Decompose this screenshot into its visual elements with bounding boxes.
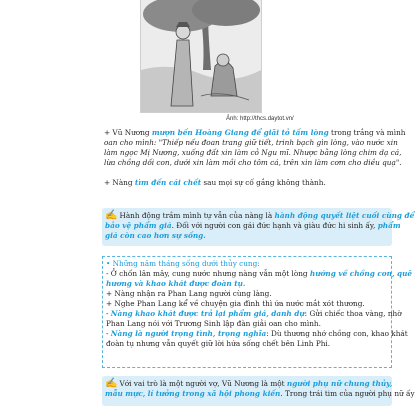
note-box-dignity xyxy=(102,208,415,246)
quill-icon: ✍ xyxy=(105,210,118,221)
paragraph-line: + Nàng tìm đến cái chết sau mọi sự cố gắng không thành. xyxy=(104,178,326,187)
section-underwater-palace xyxy=(102,256,413,368)
section-line: + Nàng nhận ra Phan Lang người cùng làng. xyxy=(106,289,272,298)
section-line: - Ở chốn lân mây, cung nước nhưng nàng vẫn một lòng hướng về chồng con, quê xyxy=(106,269,413,278)
image-caption: Ảnh: http://thcs.daytot.vn/ xyxy=(226,116,294,122)
section-heading: • Những năm tháng sống dưới thủy cung: xyxy=(106,259,260,268)
illustration xyxy=(140,0,262,113)
section-line: + Nghe Phan Lang kể về chuyện gia đình thì ứa nước mắt xót thương. xyxy=(106,299,365,308)
section-line: Phan Lang nói với Trương Sinh lập đàn giải oan cho mình. xyxy=(106,319,321,328)
section-line: hương và khao khát được đoàn tụ. xyxy=(106,279,246,288)
note-line: giá còn cao hơn sự sống. xyxy=(105,231,206,240)
quote-line: lừa chồng dối con, dưới xin làm mồi cho tôm cá, trên xin làm cơm cho diều quạ". xyxy=(104,158,402,167)
note-line: mẫu mực, lí tưởng trong xã hội phong kiến. Trong trái tim của người phụ nữ ấy xyxy=(105,389,415,398)
paragraph-line: + Vũ Nương mượn bến Hoàng Giang để giãi tỏ tấm lòng trong trắng và mình xyxy=(104,128,406,137)
paragraph-vu-nuong xyxy=(104,128,406,168)
quote-line: làm ngọc Mị Nương, xuống đất xin làm cỏ Ngu mĩ. Nhược bằng lòng chim dạ cá, xyxy=(104,148,402,157)
section-line: đoàn tụ nhưng vẫn quyết giữ lời hứa sống chết bên Linh Phi. xyxy=(106,339,331,348)
note-line: ✍ Hành động trầm mình tự vẫn của nàng là hành động quyết liệt cuối cùng để xyxy=(105,210,415,221)
section-line: - Nàng là người trọng tình, trọng nghĩa: Dù thương nhớ chồng con, khao khát xyxy=(106,329,408,338)
illustration-drawing xyxy=(141,0,261,112)
note-box-wife-role xyxy=(102,376,415,406)
note-line: bảo vệ phẩm giá. Đối với người con gái đức hạnh và giàu đức hi sinh ấy, phẩm xyxy=(105,221,401,230)
quill-icon: ✍ xyxy=(105,378,118,389)
section-line: - Nàng khao khát được trả lại phẩm giá, danh dự: Gửi chiếc thoa vàng, nhờ xyxy=(106,309,402,318)
quote-line: oan cho mình: "Thiếp nếu đoan trang giữ tiết, trinh bạch gìn lòng, vào nước xin xyxy=(104,138,398,147)
note-line: ✍ Với vai trò là một người vợ, Vũ Nương là một người phụ nữ chung thủy, xyxy=(105,378,393,389)
paragraph-death xyxy=(104,178,390,188)
